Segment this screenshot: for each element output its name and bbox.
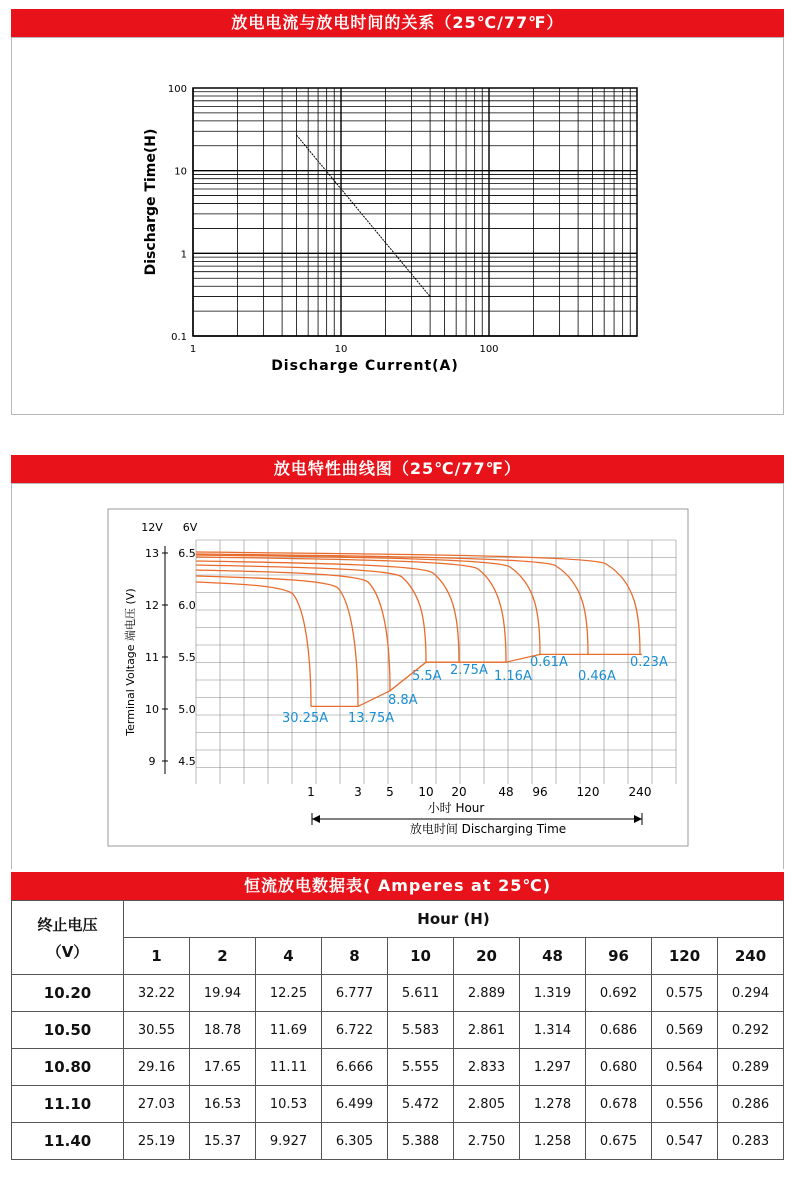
table-cell: 11.69: [256, 1012, 322, 1049]
y-tick-12v: 10: [145, 703, 159, 716]
column-header: 20: [454, 938, 520, 975]
table-cell: 0.686: [586, 1012, 652, 1049]
y-header-12v: 12V: [141, 521, 163, 534]
y-tick-label: 10: [174, 166, 187, 178]
table-cell: 6.305: [322, 1123, 388, 1160]
x-caption: 放电时间 Discharging Time: [409, 822, 567, 836]
y-header-6v: 6V: [182, 521, 198, 534]
curve-label: 2.75A: [450, 663, 488, 678]
column-header: 240: [718, 938, 784, 975]
section2-title-bar: [11, 455, 784, 483]
column-header: 96: [586, 938, 652, 975]
column-header: 8: [322, 938, 388, 975]
table-cell: 12.25: [256, 975, 322, 1012]
y-tick-12v: 9: [148, 755, 156, 768]
table-cell: 1.297: [520, 1049, 586, 1086]
section1-title: 放电电流与放电时间的关系（25℃/77℉）: [231, 13, 564, 32]
y-tick-label: 100: [167, 84, 187, 95]
table-cell: 32.22: [124, 975, 190, 1012]
x-tick-label: 240: [628, 785, 652, 799]
table-cell: 0.569: [652, 1012, 718, 1049]
table-cell: 5.388: [388, 1123, 454, 1160]
table-cell: 9.927: [256, 1123, 322, 1160]
table-row: [12, 1123, 784, 1160]
curve-label: 0.61A: [530, 655, 568, 670]
row-voltage: 10.50: [12, 1012, 124, 1049]
table-cell: 0.678: [586, 1086, 652, 1123]
table-cell: 6.722: [322, 1012, 388, 1049]
column-header-row: [12, 938, 784, 975]
curve-label: 5.5A: [412, 669, 442, 684]
column-header: 10: [388, 938, 454, 975]
table-cell: 25.19: [124, 1123, 190, 1160]
table-cell: 0.283: [718, 1123, 784, 1160]
table-cell: 19.94: [190, 975, 256, 1012]
table-cell: 17.65: [190, 1049, 256, 1086]
y-tick-label: 1: [180, 249, 187, 261]
section2-title: 放电特性曲线图（25℃/77℉）: [273, 459, 522, 478]
discharge-data-table: [11, 900, 784, 1160]
table-cell: 0.547: [652, 1123, 718, 1160]
discharge-time-chart: [12, 38, 783, 414]
curve-label: 1.16A: [494, 669, 532, 684]
x-tick-label: 96: [532, 785, 548, 799]
y-tick-12v: 13: [145, 547, 159, 560]
table-cell: 5.555: [388, 1049, 454, 1086]
table-cell: 1.258: [520, 1123, 586, 1160]
y-tick-label: 0.1: [171, 332, 187, 343]
table-cell: 27.03: [124, 1086, 190, 1123]
x-tick-label: 10: [334, 344, 348, 355]
table-cell: 2.805: [454, 1086, 520, 1123]
table-cell: 6.777: [322, 975, 388, 1012]
y-tick-6v: 4.5: [178, 755, 196, 768]
x-tick-label: 48: [498, 785, 514, 799]
row-voltage: 10.80: [12, 1049, 124, 1086]
table-cell: 6.499: [322, 1086, 388, 1123]
x-axis-label: Discharge Current(A): [271, 358, 459, 374]
table-cell: 0.675: [586, 1123, 652, 1160]
table-cell: 0.575: [652, 975, 718, 1012]
y-tick-6v: 5.5: [178, 651, 196, 664]
column-header: 2: [190, 938, 256, 975]
table-cell: 2.889: [454, 975, 520, 1012]
table-row: [12, 975, 784, 1012]
table-cell: 0.286: [718, 1086, 784, 1123]
discharge-time-chart-panel: [11, 37, 784, 415]
curve-label: 13.75A: [348, 711, 395, 726]
table-cell: 15.37: [190, 1123, 256, 1160]
table-row: [12, 1086, 784, 1123]
column-header: 4: [256, 938, 322, 975]
row-voltage: 10.20: [12, 975, 124, 1012]
table-cell: 0.692: [586, 975, 652, 1012]
table-cell: 5.611: [388, 975, 454, 1012]
table-cell: 0.680: [586, 1049, 652, 1086]
section3-title-bar: [11, 872, 784, 900]
row-voltage: 11.40: [12, 1123, 124, 1160]
discharge-curve-chart: [12, 484, 783, 868]
row-voltage: 11.10: [12, 1086, 124, 1123]
section3-title: 恒流放电数据表( Amperes at 25℃): [243, 876, 552, 895]
x-tick-label: 5: [386, 785, 394, 799]
column-header: 1: [124, 938, 190, 975]
curve-label: 8.8A: [388, 693, 418, 708]
y-axis-label: Terminal Voltage 端电压 (V): [124, 588, 137, 736]
table-row: [12, 1049, 784, 1086]
table-cell: 6.666: [322, 1049, 388, 1086]
y-axis-label: Discharge Time(H): [143, 128, 159, 276]
table-cell: 1.319: [520, 975, 586, 1012]
table-cell: 2.833: [454, 1049, 520, 1086]
table-cell: 1.278: [520, 1086, 586, 1123]
x-tick-label: 120: [576, 785, 600, 799]
x-tick-label: 20: [451, 785, 467, 799]
section1-title-bar: [11, 9, 784, 37]
table-row: [12, 1012, 784, 1049]
table-cell: 0.564: [652, 1049, 718, 1086]
table-cell: 30.55: [124, 1012, 190, 1049]
x-axis-label: 小时 Hour: [427, 801, 485, 815]
table-cell: 2.750: [454, 1123, 520, 1160]
x-tick-label: 3: [354, 785, 362, 799]
curve-label: 30.25A: [282, 711, 329, 726]
curve-label: 0.46A: [578, 669, 616, 684]
y-tick-6v: 5.0: [178, 703, 196, 716]
curve-label: 0.23A: [630, 655, 668, 670]
table-cell: 0.556: [652, 1086, 718, 1123]
x-tick-label: 1: [307, 785, 315, 799]
discharge-curve-panel: [11, 483, 784, 869]
x-tick-label: 1: [189, 344, 197, 355]
table-cell: 11.11: [256, 1049, 322, 1086]
row-header-label: 终止电压: [37, 915, 98, 934]
x-tick-label: 100: [479, 344, 499, 355]
row-header-unit: （V）: [46, 942, 89, 961]
y-tick-12v: 11: [145, 651, 159, 664]
column-header: 48: [520, 938, 586, 975]
table-cell: 0.289: [718, 1049, 784, 1086]
column-group-header: Hour (H): [124, 901, 784, 938]
table-cell: 1.314: [520, 1012, 586, 1049]
y-tick-6v: 6.0: [178, 599, 196, 612]
table-cell: 10.53: [256, 1086, 322, 1123]
table-cell: 5.472: [388, 1086, 454, 1123]
row-header-cell: [12, 901, 124, 975]
series-line: [296, 135, 430, 297]
table-cell: 16.53: [190, 1086, 256, 1123]
x-tick-label: 10: [418, 785, 434, 799]
table-cell: 2.861: [454, 1012, 520, 1049]
y-tick-6v: 6.5: [178, 547, 196, 560]
plot-frame: [193, 88, 637, 336]
table-cell: 29.16: [124, 1049, 190, 1086]
table-cell: 18.78: [190, 1012, 256, 1049]
table-cell: 0.294: [718, 975, 784, 1012]
column-header: 120: [652, 938, 718, 975]
table-cell: 5.583: [388, 1012, 454, 1049]
y-tick-12v: 12: [145, 599, 159, 612]
table-cell: 0.292: [718, 1012, 784, 1049]
